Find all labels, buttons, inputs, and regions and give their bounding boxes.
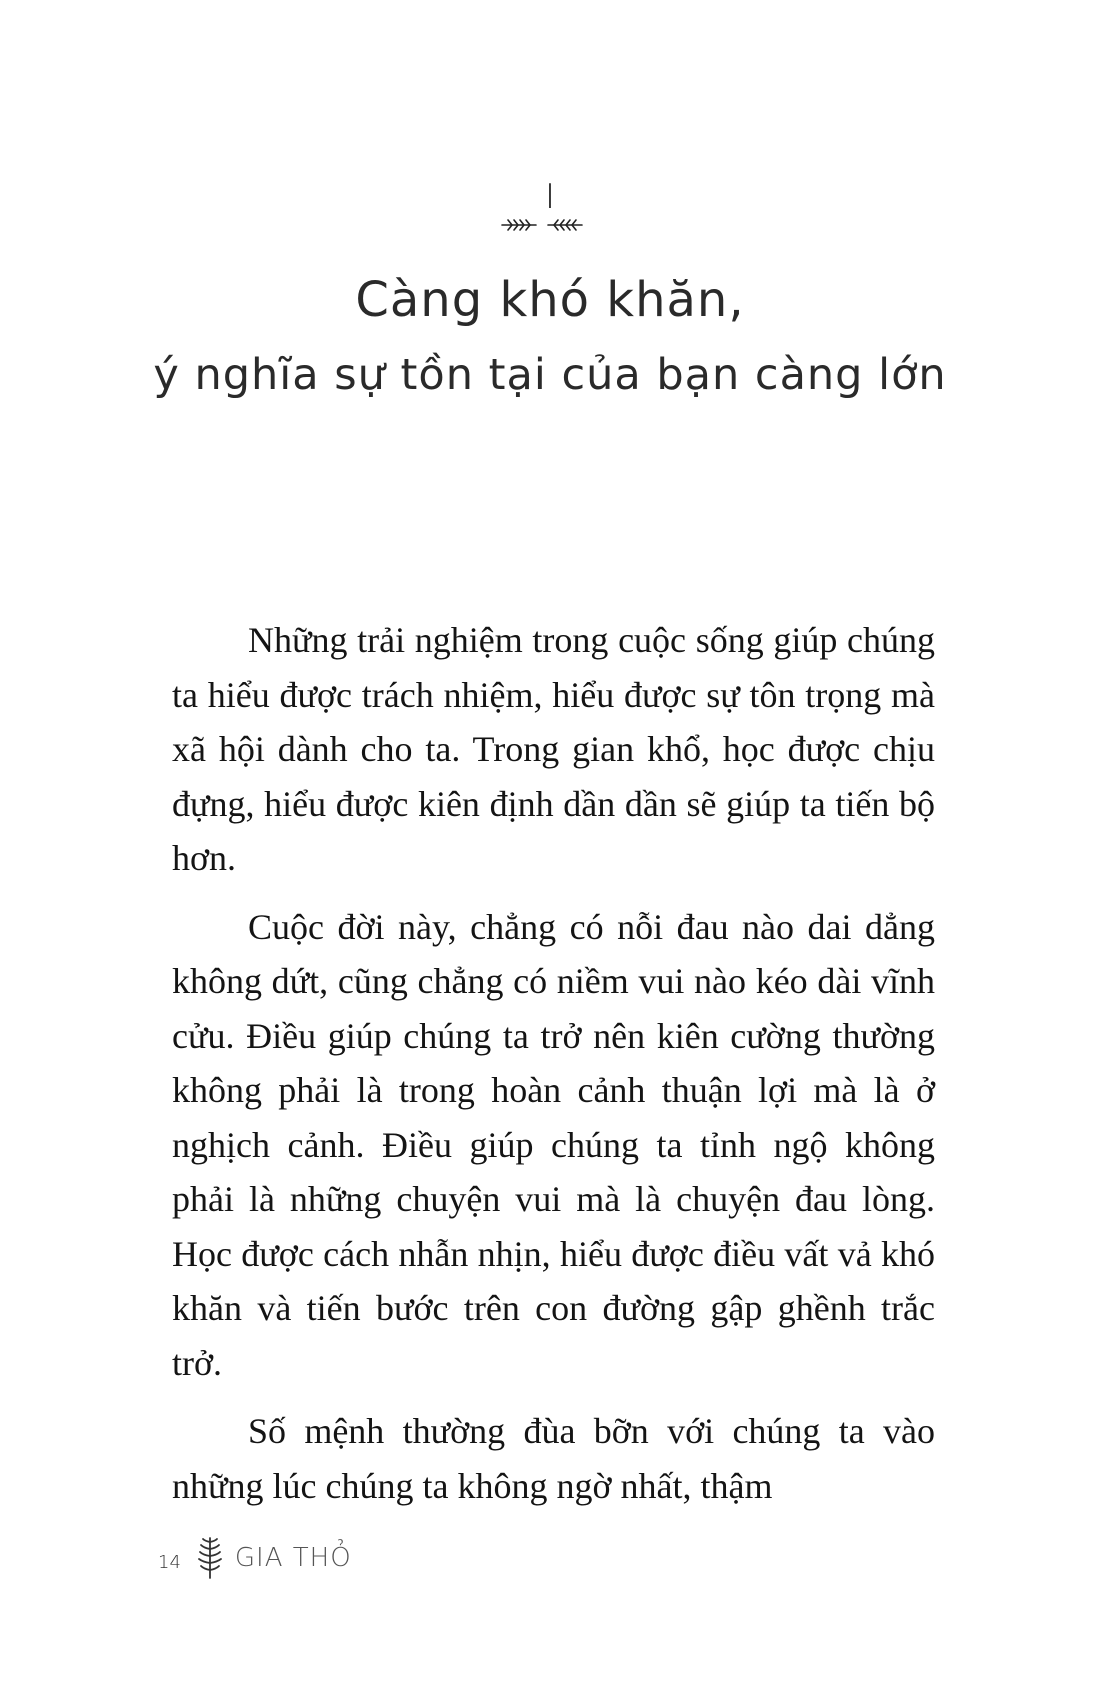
chapter-title-line-2: ý nghĩa sự tồn tại của bạn càng lớn [153,350,947,400]
paragraph-1: Những trải nghiệm trong cuộc sống giúp chúng ta hiểu được trách nhiệm, hiểu được sự tôn trọng mà xã hội dành cho ta. Trong gian khổ, học được chịu đựng, hiểu được kiên định dần dần sẽ giúp ta tiến bộ hơn. [172,620,935,878]
paragraph-3: Số mệnh thường đùa bỡn với chúng ta vào những lúc chúng ta không ngờ nhất, thậm [172,1411,935,1506]
page-number: 14 [158,1551,181,1573]
body-text [172,613,935,1527]
chapter-number: I [544,177,556,217]
arrow-fletching-ornament-icon [500,218,584,232]
page-footer [158,1538,352,1578]
chapter-title-line-1: Càng khó khăn, [355,272,745,328]
paragraph-2: Cuộc đời này, chẳng có nỗi đau nào dai dẳng không dứt, cũng chẳng có niềm vui nào kéo dài vĩnh cửu. Điều giúp chúng ta trở nên kiên cường thường không phải là trong hoàn cảnh thuận lợi mà là ở nghịch cảnh. Điều giúp chúng ta tỉnh ngộ không phải là những chuyện vui mà là chuyện đau lòng. Học được cách nhẫn nhịn, hiểu được điều vất vả khó khăn và tiến bước trên con đường gập ghềnh trắc trở. [172,906,935,1383]
author-name: GIA THỎ [234,1543,352,1573]
tree-icon [197,1536,223,1580]
